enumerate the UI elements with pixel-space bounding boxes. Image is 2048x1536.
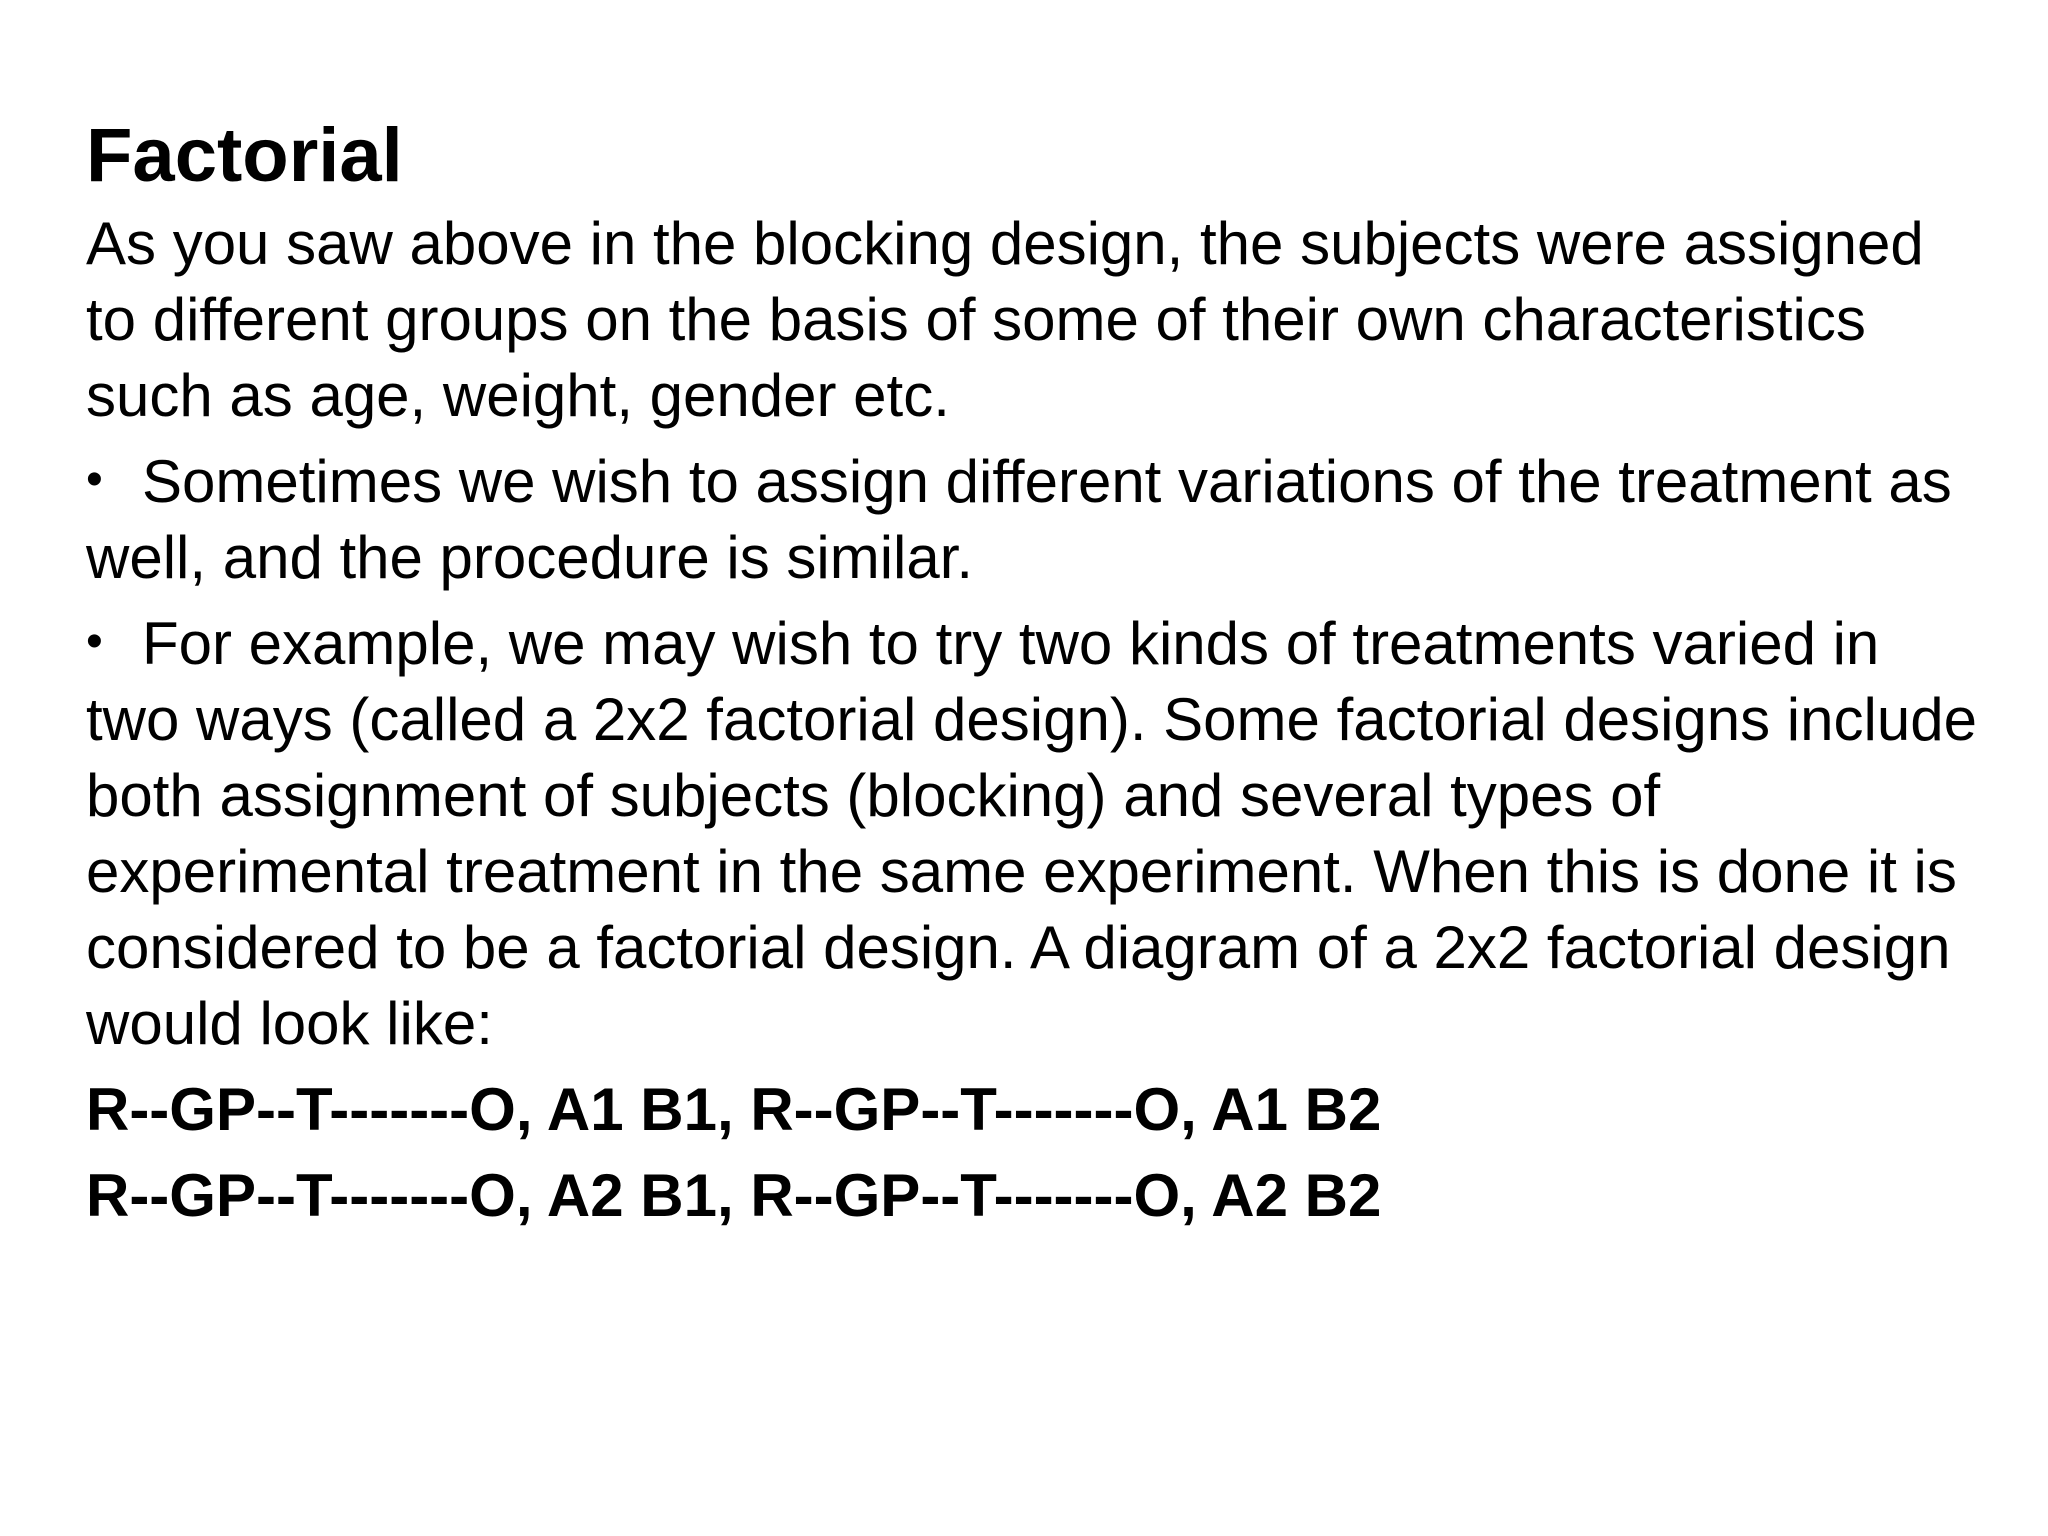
slide-content: [86, 110, 1986, 1244]
slide-title: Factorial: [86, 113, 403, 198]
intro-paragraph: As you saw above in the blocking design, the subjects were assigned to different groups on the basis of some of their own characteristics such as age, weight, gender etc.: [86, 210, 1924, 429]
bullet-item: [86, 606, 1986, 1062]
design-formula-line: R--GP--T-------O, A2 B1, R--GP--T-------O, A2 B2: [86, 1162, 1382, 1229]
bullet-text: Sometimes we wish to assign different variations of the treatment as well, and the procedure is similar.: [86, 448, 1952, 591]
bullet-item: [86, 444, 1986, 596]
bullet-icon: •: [86, 615, 103, 668]
design-formula-line: R--GP--T-------O, A1 B1, R--GP--T-------O, A1 B2: [86, 1076, 1382, 1143]
bullet-text: For example, we may wish to try two kinds of treatments varied in two ways (called a 2x2 factorial design). Some factorial designs include both assignment of subjects (blocking) and several types of experimental treatment in the same experiment. When this is done it is considered to be a factorial design. A diagram of a 2x2 factorial design would look like:: [86, 610, 1977, 1057]
bullet-icon: •: [86, 453, 103, 506]
